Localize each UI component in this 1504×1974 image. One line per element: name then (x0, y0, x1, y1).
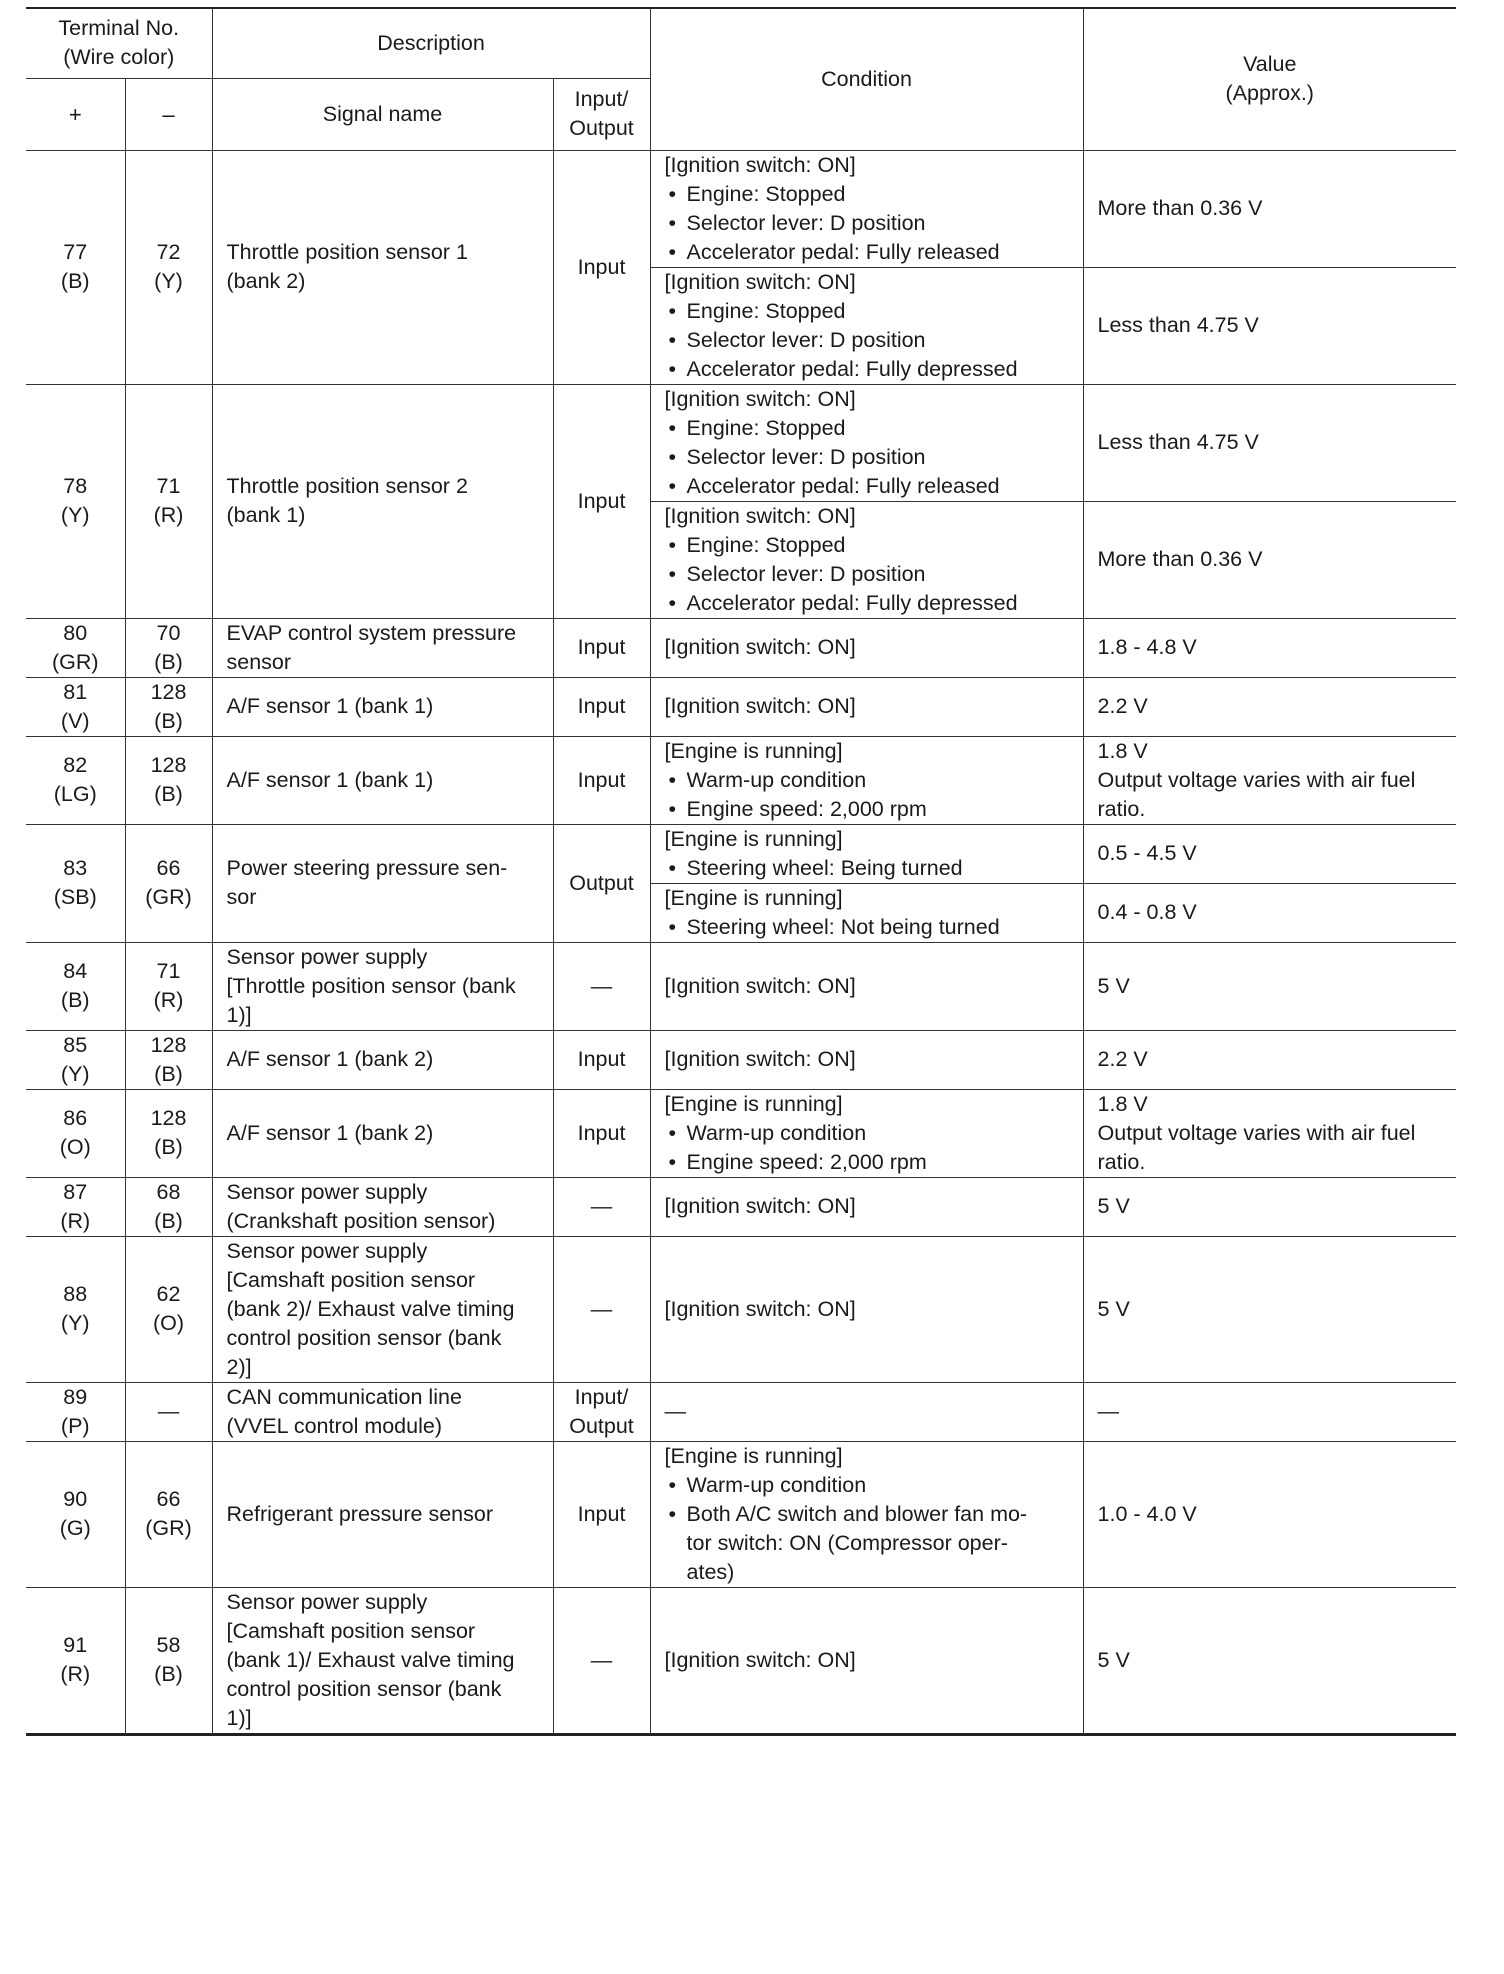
terminal-plus-line: 82 (63, 753, 88, 777)
condition-cell (650, 883, 1083, 942)
terminal-minus-line: 128 (150, 1032, 187, 1057)
signal-name-line: A/F sensor 1 (bank 2) (226, 1120, 434, 1145)
terminal-minus-line: (B) (154, 1662, 183, 1686)
value-cell-line: 5 V (1097, 1296, 1130, 1321)
condition-cell (650, 501, 1083, 618)
terminal-plus-line: 91 (63, 1633, 88, 1657)
terminal-plus-line: (B) (60, 988, 90, 1012)
input-output (553, 1030, 650, 1089)
terminal-plus-line: (SB) (53, 885, 97, 909)
condition-cell (650, 384, 1083, 501)
input-output (553, 1382, 650, 1441)
signal-name-line: Sensor power supply (226, 944, 428, 969)
terminal-plus-line: 88 (63, 1282, 88, 1306)
condition-cell (650, 1089, 1083, 1177)
terminal-plus-line: 83 (63, 856, 88, 880)
signal-name (212, 384, 553, 618)
terminal-plus (26, 1030, 125, 1089)
condition-bullet: • Selector lever: D position (665, 443, 1069, 472)
condition-bullet: • Warm-up condition (665, 1471, 1069, 1500)
input-output-line: Input (577, 1120, 626, 1145)
signal-name-line: A/F sensor 1 (bank 1) (226, 767, 434, 792)
input-output (553, 824, 650, 942)
input-output-line: — (590, 1647, 613, 1672)
condition-cell (650, 677, 1083, 736)
value-cell-line: ratio. (1097, 1149, 1146, 1174)
table-row (26, 1441, 1456, 1587)
terminal-minus-line: 70 (156, 620, 181, 645)
signal-name-line: Sensor power supply (226, 1179, 428, 1204)
terminal-minus (125, 1441, 212, 1587)
terminal-minus-line: 128 (150, 753, 187, 777)
condition-head: — (664, 1399, 687, 1423)
condition-head: [Ignition switch: ON] (664, 1647, 856, 1672)
value-cell-line: 2.2 V (1097, 1047, 1148, 1071)
signal-name (212, 1030, 553, 1089)
signal-name-line: CAN communication line (226, 1384, 462, 1409)
value-cell-line: 2.2 V (1097, 694, 1148, 718)
terminal-plus-line: (O) (59, 1135, 91, 1159)
signal-name-line: (bank 2) (226, 269, 306, 293)
value-cell-line: Output voltage varies with air fuel (1097, 767, 1416, 792)
value-cell (1083, 1089, 1456, 1177)
signal-name-line: 1)] (226, 1002, 252, 1027)
input-output (553, 677, 650, 736)
signal-name-line: [Camshaft position sensor (226, 1618, 476, 1643)
value-cell (1083, 618, 1456, 677)
condition-cell (650, 150, 1083, 267)
terminal-minus-line: (B) (154, 1208, 183, 1233)
condition-bullet: • Engine: Stopped (665, 531, 1069, 560)
terminal-plus-line: 77 (63, 240, 88, 264)
condition-head: [Ignition switch: ON] (664, 1296, 856, 1321)
terminal-minus-line: 66 (156, 1487, 181, 1511)
table-row (26, 150, 1456, 267)
signal-name-line: sor (226, 885, 257, 909)
value-cell (1083, 1236, 1456, 1382)
terminal-plus-line: 89 (63, 1384, 88, 1409)
signal-name-line: (Crankshaft position sensor) (226, 1208, 496, 1233)
terminal-minus (125, 677, 212, 736)
terminal-plus-line: (P) (60, 1413, 90, 1438)
terminal-plus (26, 942, 125, 1030)
condition-bullet: • Engine speed: 2,000 rpm (665, 795, 1069, 824)
input-output-line: — (590, 1194, 613, 1218)
terminal-minus (125, 1089, 212, 1177)
condition-bullet: • Engine speed: 2,000 rpm (665, 1148, 1069, 1177)
terminal-plus (26, 736, 125, 824)
input-output (553, 384, 650, 618)
input-output-line: Output (569, 870, 634, 895)
signal-name (212, 942, 553, 1030)
condition-head: [Ignition switch: ON] (664, 503, 856, 528)
terminal-plus (26, 1089, 125, 1177)
terminal-minus (125, 150, 212, 384)
terminal-plus-line: 81 (63, 679, 88, 704)
input-output-line: Output (569, 1413, 634, 1438)
terminal-minus-line: (Y) (154, 269, 183, 293)
header-plus: + (26, 78, 125, 150)
terminal-minus (125, 942, 212, 1030)
signal-name (212, 736, 553, 824)
terminal-minus-line: (B) (154, 649, 183, 674)
condition-cell (650, 1587, 1083, 1734)
terminal-minus-line: 58 (156, 1633, 181, 1657)
header-terminal: Terminal No. (Wire color) (26, 8, 212, 78)
terminal-plus-line: (R) (60, 1208, 91, 1233)
terminal-minus (125, 824, 212, 942)
signal-name (212, 677, 553, 736)
condition-bullet: • Accelerator pedal: Fully released (665, 238, 1069, 267)
terminal-minus-line: 71 (156, 959, 181, 983)
terminal-minus-line: 68 (156, 1179, 181, 1204)
header-signal-name: Signal name (212, 78, 553, 150)
value-cell (1083, 267, 1456, 384)
condition-head: [Engine is running] (664, 885, 843, 910)
terminal-minus-line: (R) (153, 988, 184, 1012)
terminal-plus (26, 150, 125, 384)
signal-name-line: 2)] (226, 1354, 252, 1379)
value-cell-line: 1.8 - 4.8 V (1097, 635, 1197, 659)
table-row (26, 1587, 1456, 1734)
input-output-line: Input (577, 1047, 626, 1071)
value-cell-line: ratio. (1097, 796, 1146, 821)
terminal-minus-line: 72 (156, 240, 181, 264)
table-row (26, 1177, 1456, 1236)
terminal-table-sheet (26, 7, 1456, 1736)
condition-bullet: • Accelerator pedal: Fully depressed (665, 355, 1069, 384)
terminal-minus-line: 66 (156, 856, 181, 880)
condition-head: [Engine is running] (664, 826, 843, 851)
condition-bullet: • Selector lever: D position (665, 326, 1069, 355)
value-cell-line: — (1097, 1399, 1120, 1423)
input-output-line: Input (577, 694, 626, 718)
input-output (553, 736, 650, 824)
signal-name-line: control position sensor (bank (226, 1676, 502, 1701)
condition-head: [Engine is running] (664, 1443, 843, 1468)
signal-name (212, 1441, 553, 1587)
table-row (26, 384, 1456, 501)
terminal-plus-line: 84 (63, 959, 88, 983)
terminal-minus-line: 128 (150, 679, 187, 704)
signal-name-line: Throttle position sensor 2 (226, 474, 468, 498)
table-row (26, 824, 1456, 883)
signal-name-line: Throttle position sensor 1 (226, 240, 468, 264)
terminal-plus-line: 80 (63, 620, 88, 645)
terminal-table (26, 7, 1456, 1736)
condition-head: [Engine is running] (664, 738, 843, 763)
condition-head: [Ignition switch: ON] (664, 1047, 856, 1071)
signal-name-line: A/F sensor 1 (bank 2) (226, 1047, 434, 1071)
condition-bullet: • Selector lever: D position (665, 209, 1069, 238)
terminal-minus-line: 62 (156, 1282, 181, 1306)
terminal-plus (26, 618, 125, 677)
terminal-minus (125, 1030, 212, 1089)
signal-name-line: Power steering pressure sen- (226, 856, 508, 880)
value-cell (1083, 501, 1456, 618)
condition-cell (650, 1177, 1083, 1236)
condition-bullet: • Accelerator pedal: Fully depressed (665, 589, 1069, 618)
terminal-plus (26, 1587, 125, 1734)
signal-name (212, 150, 553, 384)
signal-name (212, 1587, 553, 1734)
condition-cell (650, 1236, 1083, 1382)
input-output-line: Input (577, 767, 626, 792)
terminal-plus-line: (B) (60, 269, 90, 293)
value-cell-line: 5 V (1097, 973, 1130, 998)
table-row (26, 736, 1456, 824)
condition-bullet: • Both A/C switch and blower fan mo- tor switch: ON (Compressor oper- ates) (665, 1500, 1069, 1587)
condition-bullet: • Engine: Stopped (665, 297, 1069, 326)
condition-bullet: • Engine: Stopped (665, 414, 1069, 443)
terminal-minus-line: — (157, 1399, 180, 1423)
terminal-minus (125, 736, 212, 824)
value-cell (1083, 1030, 1456, 1089)
value-cell-line: 0.5 - 4.5 V (1097, 841, 1197, 865)
value-cell (1083, 942, 1456, 1030)
terminal-plus (26, 1441, 125, 1587)
input-output (553, 150, 650, 384)
input-output-line: Input (577, 254, 626, 279)
input-output (553, 1587, 650, 1734)
input-output-line: Input/ (574, 1384, 629, 1409)
terminal-plus-line: (G) (59, 1516, 91, 1540)
condition-bullet: • Warm-up condition (665, 1119, 1069, 1148)
terminal-plus (26, 824, 125, 942)
value-cell (1083, 824, 1456, 883)
input-output-line: — (590, 1296, 613, 1321)
signal-name-line: (bank 2)/ Exhaust valve timing (226, 1296, 515, 1321)
condition-cell (650, 824, 1083, 883)
signal-name (212, 618, 553, 677)
header-input-output: Input/ Output (553, 78, 650, 150)
value-cell-line: More than 0.36 V (1097, 196, 1263, 220)
input-output-line: — (590, 973, 613, 998)
condition-cell (650, 942, 1083, 1030)
condition-head: [Ignition switch: ON] (664, 269, 856, 294)
terminal-minus-line: (B) (154, 1061, 183, 1086)
signal-name (212, 1177, 553, 1236)
value-cell-line: More than 0.36 V (1097, 547, 1263, 571)
value-cell (1083, 1177, 1456, 1236)
input-output (553, 1089, 650, 1177)
condition-head: [Engine is running] (664, 1091, 843, 1116)
input-output (553, 1236, 650, 1382)
signal-name-line: Refrigerant pressure sensor (226, 1501, 493, 1526)
value-cell-line: Output voltage varies with air fuel (1097, 1120, 1416, 1145)
table-row (26, 1236, 1456, 1382)
terminal-plus-line: (R) (60, 1662, 91, 1686)
terminal-minus-line: 128 (150, 1106, 187, 1130)
terminal-minus (125, 1177, 212, 1236)
terminal-plus (26, 677, 125, 736)
signal-name-line: sensor (226, 649, 292, 674)
signal-name-line: EVAP control system pressure (226, 620, 517, 645)
condition-bullet: • Engine: Stopped (665, 180, 1069, 209)
value-cell-line: Less than 4.75 V (1097, 313, 1259, 337)
terminal-plus-line: 85 (63, 1032, 88, 1057)
terminal-minus (125, 1587, 212, 1734)
terminal-plus-line: 78 (63, 474, 88, 498)
condition-bullet: • Warm-up condition (665, 766, 1069, 795)
value-cell (1083, 736, 1456, 824)
value-cell (1083, 1587, 1456, 1734)
terminal-minus-line: 71 (156, 474, 181, 498)
terminal-plus-line: (LG) (53, 782, 97, 806)
input-output (553, 1177, 650, 1236)
header-description: Description (212, 8, 650, 78)
value-cell-line: 5 V (1097, 1647, 1130, 1672)
condition-bullet: • Steering wheel: Being turned (665, 854, 1069, 883)
table-row (26, 1030, 1456, 1089)
input-output (553, 618, 650, 677)
terminal-plus-line: (Y) (60, 503, 90, 527)
signal-name-line: A/F sensor 1 (bank 1) (226, 694, 434, 718)
terminal-plus-line: (Y) (60, 1311, 90, 1335)
terminal-plus-line: 86 (63, 1106, 88, 1130)
table-row (26, 618, 1456, 677)
input-output-line: Input (577, 488, 626, 513)
signal-name-line: [Throttle position sensor (bank (226, 973, 516, 998)
condition-head: [Ignition switch: ON] (664, 152, 856, 177)
table-row (26, 1089, 1456, 1177)
terminal-minus (125, 618, 212, 677)
value-cell (1083, 883, 1456, 942)
terminal-plus-line: (V) (60, 708, 90, 733)
value-cell-line: 0.4 - 0.8 V (1097, 900, 1197, 924)
terminal-minus-line: (GR) (145, 885, 192, 909)
signal-name-line: [Camshaft position sensor (226, 1267, 476, 1292)
terminal-minus-line: (B) (154, 782, 183, 806)
condition-cell (650, 1441, 1083, 1587)
terminal-plus-line: (Y) (60, 1061, 90, 1086)
condition-bullet: • Accelerator pedal: Fully released (665, 472, 1069, 501)
table-body (26, 150, 1456, 1734)
signal-name (212, 824, 553, 942)
condition-cell (650, 1030, 1083, 1089)
signal-name-line: (bank 1) (226, 503, 306, 527)
terminal-plus (26, 1177, 125, 1236)
signal-name (212, 1089, 553, 1177)
terminal-minus (125, 384, 212, 618)
terminal-plus (26, 1382, 125, 1441)
condition-cell (650, 618, 1083, 677)
terminal-minus-line: (O) (152, 1311, 185, 1335)
header-value: Value (Approx.) (1083, 8, 1456, 150)
signal-name (212, 1382, 553, 1441)
signal-name-line: (bank 1)/ Exhaust valve timing (226, 1647, 515, 1672)
terminal-minus-line: (GR) (145, 1516, 192, 1540)
signal-name-line: 1)] (226, 1705, 252, 1730)
condition-bullet: • Steering wheel: Not being turned (665, 913, 1069, 942)
terminal-plus (26, 384, 125, 618)
signal-name-line: Sensor power supply (226, 1589, 428, 1614)
terminal-minus (125, 1236, 212, 1382)
terminal-plus-line: (GR) (51, 649, 99, 674)
value-cell-line: 5 V (1097, 1194, 1130, 1218)
terminal-plus (26, 1236, 125, 1382)
terminal-minus (125, 1382, 212, 1441)
condition-head: [Ignition switch: ON] (664, 386, 856, 411)
value-cell (1083, 384, 1456, 501)
value-cell-line: Less than 4.75 V (1097, 430, 1259, 454)
value-cell-line: 1.8 V (1097, 1091, 1148, 1116)
condition-bullet: • Selector lever: D position (665, 560, 1069, 589)
terminal-minus-line: (R) (153, 503, 184, 527)
table-row (26, 942, 1456, 1030)
condition-head: [Ignition switch: ON] (664, 635, 856, 659)
value-cell-line: 1.8 V (1097, 738, 1148, 763)
terminal-plus-line: 90 (63, 1487, 88, 1511)
table-row (26, 1382, 1456, 1441)
terminal-minus-line: (B) (154, 1135, 183, 1159)
value-cell-line: 1.0 - 4.0 V (1097, 1501, 1197, 1526)
value-cell (1083, 1382, 1456, 1441)
input-output-line: Input (577, 1501, 626, 1526)
terminal-minus-line: (B) (154, 708, 183, 733)
signal-name-line: Sensor power supply (226, 1238, 428, 1263)
condition-head: [Ignition switch: ON] (664, 694, 856, 718)
condition-cell (650, 736, 1083, 824)
value-cell (1083, 1441, 1456, 1587)
signal-name (212, 1236, 553, 1382)
header-condition: Condition (650, 8, 1083, 150)
signal-name-line: (VVEL control module) (226, 1413, 442, 1438)
signal-name-line: control position sensor (bank (226, 1325, 502, 1350)
condition-cell (650, 1382, 1083, 1441)
header-minus: – (125, 78, 212, 150)
input-output-line: Input (577, 635, 626, 659)
condition-head: [Ignition switch: ON] (664, 973, 856, 998)
value-cell (1083, 677, 1456, 736)
condition-head: [Ignition switch: ON] (664, 1194, 856, 1218)
table-row (26, 677, 1456, 736)
input-output (553, 1441, 650, 1587)
condition-cell (650, 267, 1083, 384)
input-output (553, 942, 650, 1030)
value-cell (1083, 150, 1456, 267)
terminal-plus-line: 87 (63, 1179, 88, 1204)
